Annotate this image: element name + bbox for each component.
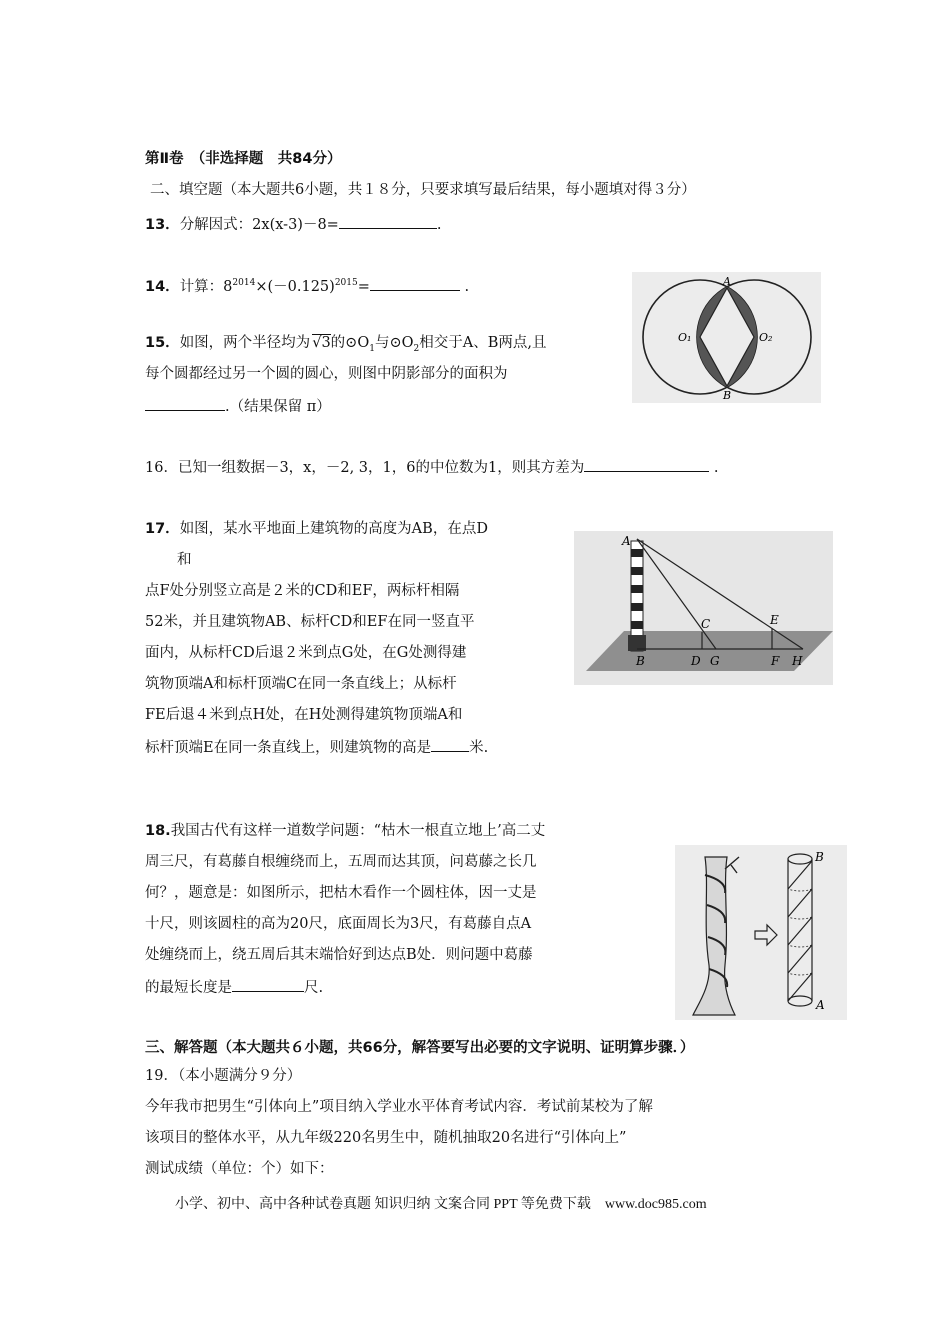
q15-l1a: 如图，两个半径均为 [179, 335, 311, 351]
question-18-line3: 何？，题意是：如图所示，把枯木看作一个圆柱体，因一丈是 [145, 885, 537, 901]
q16-answer-blank [584, 457, 709, 472]
question-15-line1 [145, 334, 546, 358]
question-18-line4: 十尺，则该圆柱的高为20尺，底面周长为3尺，有葛藤自点A [145, 916, 532, 932]
q16-end: . [713, 460, 719, 476]
question-17-line8 [145, 737, 488, 757]
question-17-line6: 筑物顶端A和标杆顶端C在同一条直线上；从标杆 [145, 676, 457, 692]
label-C: C [701, 617, 711, 631]
question-19-line1: 今年我市把男生“引体向上”项目纳入学业水平体育考试内容．考试前某校为了解 [145, 1099, 653, 1115]
q18-figure [675, 845, 847, 1020]
q14-answer-blank [370, 276, 460, 291]
question-16 [145, 457, 718, 477]
q16-text: 16．已知一组数据－3，x，－2, 3，1，6的中位数为1，则其方差为 [145, 460, 585, 476]
question-18-line6 [145, 977, 323, 997]
q15-s2: 2 [413, 343, 420, 354]
q18-l6b: 尺. [304, 980, 324, 996]
q18-answer-blank [232, 977, 304, 992]
label-B: B [636, 654, 645, 668]
label-E: E [770, 613, 779, 627]
question-15-line2: 每个圆都经过另一个圆的圆心，则图中阴影部分的面积为 [145, 366, 508, 382]
question-18-line5: 处缠绕而上，绕五周后其末端恰好到达点B处．则问题中葛藤 [145, 947, 533, 963]
question-17-line5: 面内，从标杆CD后退２米到点G处，在G处测得建 [145, 645, 467, 661]
section-title: 第Ⅱ卷 （非选择题 共84分） [145, 151, 342, 167]
sqrt-symbol: √3 [312, 335, 331, 351]
q15-l1b: 的⊙O [330, 335, 370, 351]
q17-l1: 如图，某水平地面上建筑物的高度为AB，在点D [179, 521, 488, 537]
q18-l6a: 的最短长度是 [145, 980, 232, 996]
q15-l3: .（结果保留 π） [225, 399, 331, 415]
q13-end: . [436, 217, 442, 233]
label-H: H [792, 654, 803, 668]
label-D: D [691, 654, 701, 668]
q17-number: 17． [145, 521, 180, 537]
q15-figure [632, 272, 821, 403]
q17-answer-blank [431, 737, 469, 752]
q14-mid: ×(－0.125) [255, 278, 335, 295]
two-circles-diagram [632, 272, 821, 403]
q17-figure [574, 531, 833, 685]
question-17-line7: FE后退４米到点H处，在H处测得建筑物顶端A和 [145, 707, 463, 723]
label-A: A [622, 534, 631, 548]
question-17-line4: 52米，并且建筑物AB、标杆CD和EF在同一竖直平 [145, 614, 475, 630]
label-A: A [723, 275, 731, 288]
label-O2: O₂ [759, 331, 773, 344]
q14-number: 14． [145, 278, 180, 295]
label-O1: O₁ [678, 331, 692, 344]
question-18-line1 [145, 822, 545, 840]
q14-exp1: 2014 [232, 278, 256, 288]
q15-root: 3 [321, 335, 331, 351]
q17-l8a: 标杆顶端E在同一条直线上，则建筑物的高是 [145, 740, 432, 756]
q14-pre: 计算：8 [179, 278, 233, 295]
question-19-line2: 该项目的整体水平，从九年级220名男生中，随机抽取20名进行“引体向上” [145, 1130, 627, 1146]
q15-s1: 1 [369, 343, 375, 354]
label-A: A [816, 998, 825, 1012]
q15-answer-blank [145, 396, 225, 411]
question-15-line3 [145, 396, 331, 416]
label-G: G [710, 654, 720, 668]
q18-number: 18. [145, 823, 171, 839]
q15-l1d: 相交于A、B两点,且 [419, 335, 547, 351]
q15-l1c: 与⊙O [374, 335, 414, 351]
label-F: F [771, 654, 780, 668]
q13-answer-blank [339, 214, 437, 229]
question-17-line2: 和 [177, 552, 192, 568]
vine-cylinder-diagram [675, 845, 847, 1020]
label-B: B [815, 850, 824, 864]
page-footer: 小学、初中、高中各种试卷真题 知识归纳 文案合同 PPT 等免费下载 www.doc985.com [175, 1197, 707, 1212]
question-19-head: 19．（本小题满分９分） [145, 1068, 302, 1084]
q14-post: = [357, 278, 370, 295]
q14-exp2: 2015 [334, 278, 358, 288]
question-14 [145, 274, 469, 296]
part3-header: 三、解答题（本大题共６小题，共66分，解答要写出必要的文字说明、证明算步骤．） [145, 1040, 695, 1056]
building-poles-diagram [574, 531, 833, 685]
question-13 [145, 214, 441, 234]
q17-l8b: 米. [469, 740, 489, 756]
label-B: B [723, 389, 732, 402]
q13-number: 13． [145, 217, 180, 233]
q13-text: 分解因式：2x(x-3)－8= [179, 217, 339, 233]
question-19-line3: 测试成绩（单位：个）如下： [145, 1161, 334, 1177]
part2-header: 二、填空题（本大题共6小题，共１８分，只要求填写最后结果，每小题填对得３分） [150, 182, 696, 198]
q15-number: 15． [145, 335, 180, 351]
q14-end: . [464, 278, 470, 295]
question-17-line3: 点F处分别竖立高是２米的CD和EF，两标杆相隔 [145, 583, 460, 599]
question-18-line2: 周三尺，有葛藤自根缠绕而上，五周而达其顶，问葛藤之长几 [145, 854, 537, 870]
question-17-line1 [145, 520, 488, 538]
q18-l1: 我国古代有这样一道数学问题：“枯木一根直立地上’高二丈 [170, 823, 546, 839]
